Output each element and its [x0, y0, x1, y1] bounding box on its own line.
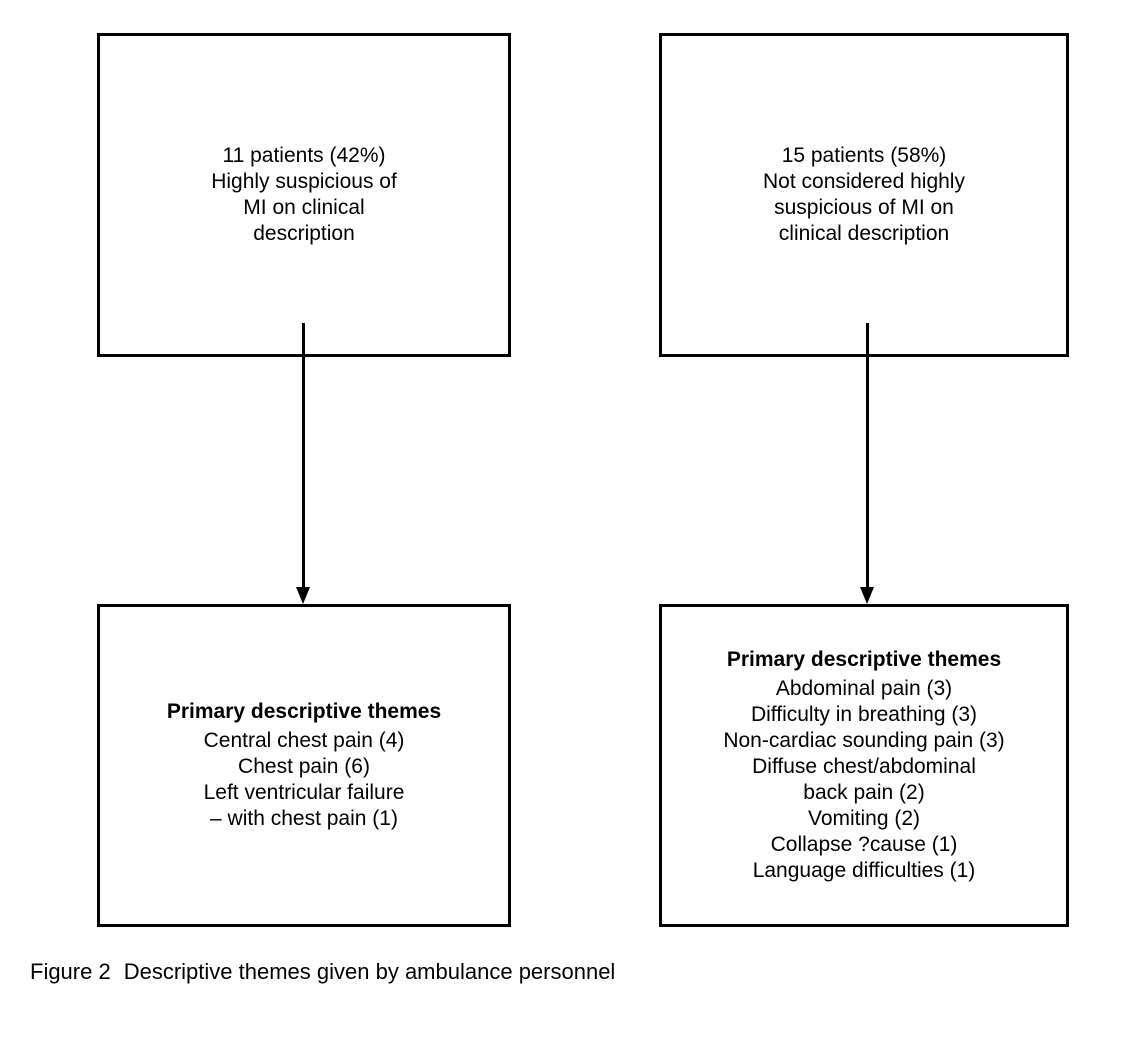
box-text-line: Collapse ?cause (1) [770, 833, 958, 856]
box-text-line: back pain (2) [803, 781, 925, 804]
box-text-line: – with chest pain (1) [210, 807, 398, 830]
figure-caption-text: Descriptive themes given by ambulance personnel [123, 959, 616, 984]
box-heading: Primary descriptive themes [166, 700, 442, 723]
box-text-line: Difficulty in breathing (3) [750, 703, 978, 726]
arrow-shaft [866, 323, 869, 587]
arrow-head [860, 587, 874, 604]
box-not-highly-suspicious [659, 33, 1069, 357]
arrow-shaft [302, 323, 305, 587]
box-text-line: Language difficulties (1) [752, 859, 976, 882]
box-text-line: Highly suspicious of [211, 170, 397, 193]
box-heading: Primary descriptive themes [726, 648, 1002, 671]
box-text-line: 11 patients (42%) [222, 144, 386, 167]
box-text-line: Not considered highly [763, 170, 965, 193]
box-text-line: Diffuse chest/abdominal [752, 755, 976, 778]
down-arrow-icon [295, 323, 311, 604]
arrow-head [296, 587, 310, 604]
down-arrow-icon [859, 323, 875, 604]
box-text-line: Central chest pain (4) [203, 729, 405, 752]
box-themes-not-suspicious [659, 604, 1069, 927]
box-text-line: 15 patients (58%) [781, 144, 947, 167]
box-text-line: description [253, 222, 355, 245]
figure-caption-label: Figure 2 [30, 959, 111, 984]
figure-caption [30, 958, 615, 986]
box-text-line: MI on clinical [243, 196, 365, 219]
box-text-line: Left ventricular failure [203, 781, 405, 804]
box-text-line: Non-cardiac sounding pain (3) [723, 729, 1005, 752]
box-text-line: clinical description [778, 222, 950, 245]
box-text-line: Vomiting (2) [807, 807, 921, 830]
box-text-line: suspicious of MI on [774, 196, 954, 219]
box-text-line: Chest pain (6) [238, 755, 370, 778]
box-highly-suspicious [97, 33, 511, 357]
box-text-line: Abdominal pain (3) [775, 677, 953, 700]
box-themes-suspicious [97, 604, 511, 927]
